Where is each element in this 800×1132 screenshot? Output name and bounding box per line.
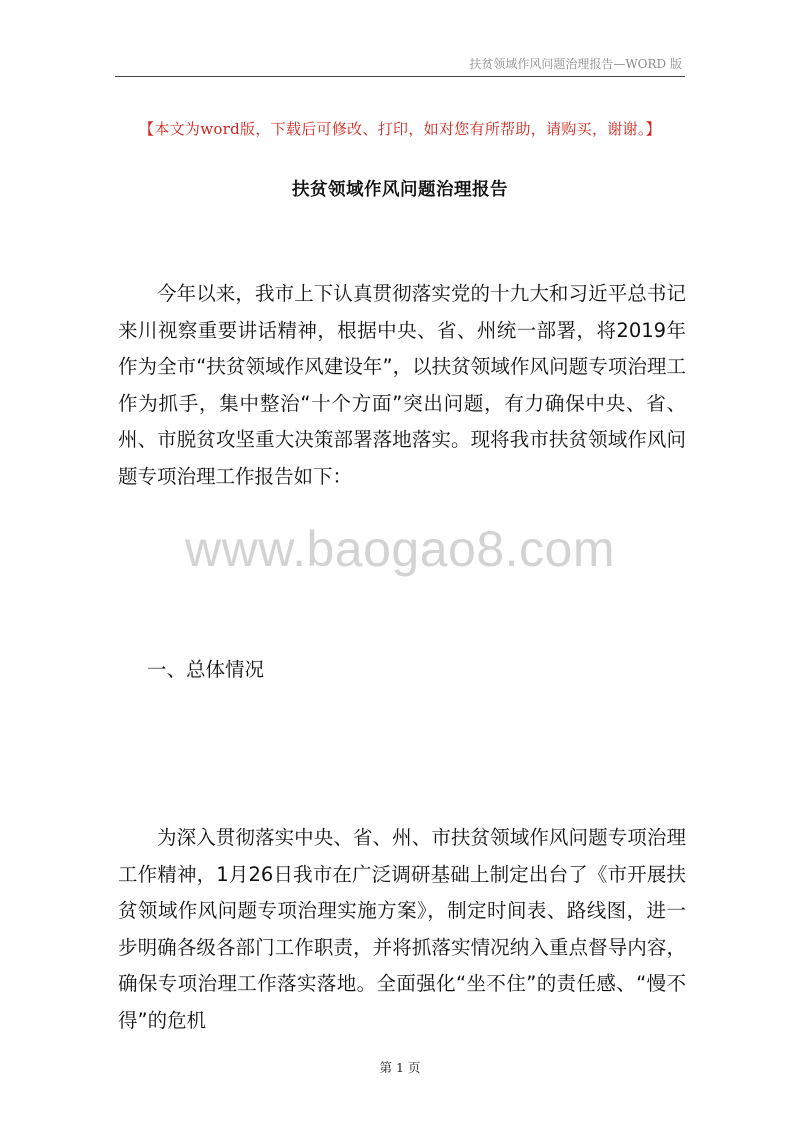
download-notice: 【本文为word版，下载后可修改、打印，如对您有所帮助，请购买，谢谢。】 [139,120,661,138]
watermark: www.baogao8.com [185,521,615,577]
document-title: 扶贫领域作风问题治理报告 [292,180,508,200]
body-paragraph: 为深入贯彻落实中央、省、州、市扶贫领域作风问题专项治理工作精神，1月26日我市在广泛调研基础上制定出台了《市开展扶贫领域作风问题专项治理实施方案》，制定时间表、路线图，进一步明确各级各部门工作职责，并将抓落实情况纳入重点督导内容，确保专项治理工作落实落地。全面强化“坐不住”的责任感、“慢不得”的危机 [118,826,686,1032]
header-divider [115,76,685,77]
section-heading: 一、总体情况 [147,658,265,681]
page-number: 第 1 页 [379,1060,421,1075]
intro-paragraph: 今年以来，我市上下认真贯彻落实党的十九大和习近平总书记来川视察重要讲话精神，根据中央、省、州统一部署，将2019年作为全市“扶贫领域作风建设年”，以扶贫领域作风问题专项治理工作为抓手，集中整治“十个方面”突出问题，有力确保中央、省、州、市脱贫攻坚重大决策部署落地落实。现将我市扶贫领域作风问题专项治理工作报告如下： [118,282,686,488]
running-header: 扶贫领域作风问题治理报告—WORD 版 [469,57,682,71]
